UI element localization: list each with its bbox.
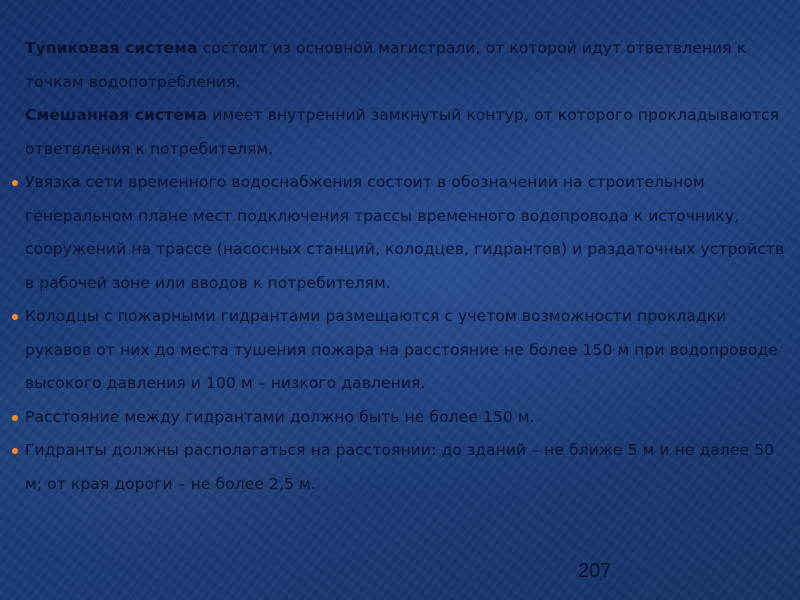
bullet-text: Колодцы с пожарными гидрантами размещаются с учетом возможности прокладки рукавов от них до места тушения пожара на расстояние не более 150 м при водопроводе высокого давления и 100 м – низкого давления. — [25, 307, 778, 392]
paragraph-text: состоит из основной магистрали, от которой идут ответвления к точкам водопотребления. — [25, 39, 747, 91]
bullet-text: Увязка сети временного водоснабжения состоит в обозначении на строительном генеральном плане мест подключения трассы временного водопровода к источнику, сооружений на трассе (насосных станций, колодцев, гидрантов) и раздаточных устройств в рабочей зоне или вводов к потребителям. — [25, 173, 785, 292]
bullet-item-hydrant-spacing — [18, 401, 788, 435]
bullet-icon — [12, 180, 18, 186]
paragraph-mixed-system — [18, 99, 788, 166]
term-mixed-system: Смешанная система — [25, 106, 208, 124]
bullet-icon — [12, 448, 18, 454]
bullet-text: Расстояние между гидрантами должно быть не более 150 м. — [25, 407, 535, 426]
term-dead-end-system: Тупиковая система — [25, 39, 198, 57]
bullet-icon — [12, 314, 18, 320]
bullet-item-hydrant-wells — [18, 300, 788, 401]
paragraph-dead-end-system — [18, 32, 788, 99]
bullet-item-hydrant-distances — [18, 434, 788, 501]
slide-body — [18, 32, 788, 501]
bullet-icon — [12, 415, 18, 421]
bullet-item-network-linking — [18, 166, 788, 300]
page-number: 207 — [578, 560, 612, 582]
bullet-text: Гидранты должны располагаться на расстоянии: до зданий – не ближе 5 м и не далее 50 м; от края дороги – не более 2,5 м. — [25, 441, 775, 493]
paragraph-text: имеет внутренний замкнутый контур, от которого прокладываются ответвления к потребителям. — [25, 106, 780, 158]
